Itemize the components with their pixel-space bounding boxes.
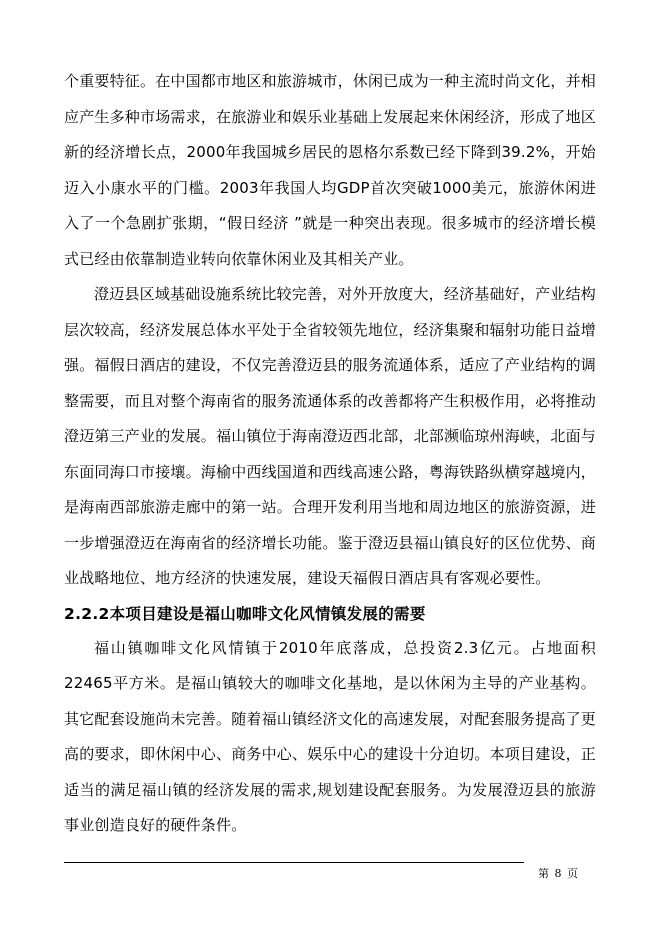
- paragraph-chengmai-infrastructure: 澄迈县区域基础设施系统比较完善，对外开放度大，经济基础好，产业结构层次较高，经济发展总体水平处于全省较领先地位，经济集聚和辐射功能日益增强。福假日酒店的建设，不仅完善澄迈县的服务流通体系，适应了产业结构的调整需要，而且对整个海南省的服务流通体系的改善都将产生积极作用，必将推动澄迈第三产业的发展。福山镇位于海南澄迈西北部，北部濒临琼州海峡，北面与东面同海口市接壤。海榆中西线国道和西线高速公路，粤海铁路纵横穿越境内，是海南西部旅游走廊中的第一站。合理开发利用当地和周边地区的旅游资源，进一步增强澄迈在海南省的经济增长功能。鉴于澄迈县福山镇良好的区位优势、商业战略地位、地方经济的快速发展，建设天福假日酒店具有客观必要性。: [64, 285, 597, 587]
- paragraph-leisure-economy: 个重要特征。在中国都市地区和旅游城市，休闲已成为一种主流时尚文化，并相应产生多种市场需求，在旅游业和娱乐业基础上发展起来休闲经济，形成了地区新的经济增长点，2000年我国城乡居民的恩格尔系数已经下降到39.2%，开始迈入小康水平的门槛。2003年我国人均GDP首次突破1000美元，旅游休闲进入了一个急剧扩张期，“假日经济 ”就是一种突出表现。很多城市的经济增长模式已经由依靠制造业转向依靠休闲业及其相关产业。: [64, 72, 597, 268]
- section-heading-2-2-2: 2.2.2本项目建设是福山咖啡文化风情镇发展的需要: [64, 604, 426, 623]
- page-number: 第 8 页: [538, 867, 579, 880]
- page-content: [64, 64, 596, 844]
- footer-divider: [64, 862, 524, 863]
- paragraph-coffee-town: 福山镇咖啡文化风情镇于2010年底落成，总投资2.3亿元。占地面积22465平方米。是福山镇较大的咖啡文化基地，是以休闲为主导的产业基构。其它配套设施尚未完善。随着福山镇经济文化的高速发展，对配套服务提高了更高的要求，即休闲中心、商务中心、娱乐中心的建设十分迫切。本项目建设，正适当的满足福山镇的经济发展的需求,规划建设配套服务。为发展澄迈县的旅游事业创造良好的硬件条件。: [64, 638, 597, 834]
